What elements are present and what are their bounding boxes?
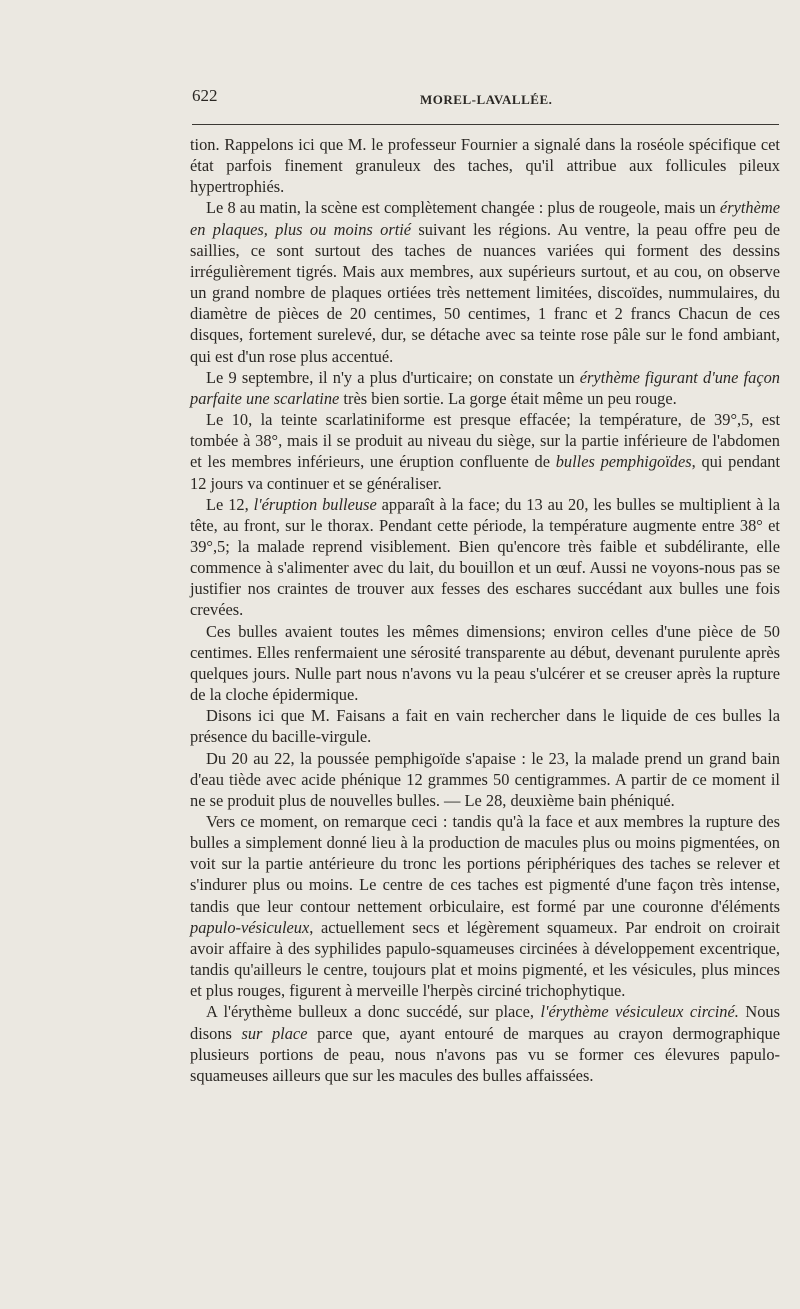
text-run: Le 10, la teinte scarlatiniforme est presque effacée; la température, de 39°,5, est tombée à 38°, mais il se produit au niveau du siège, sur la partie inférieure de l'abdomen et les membres inférieurs, une éruption confluente de	[190, 410, 780, 472]
paragraph	[190, 197, 780, 366]
text-run: , actuellement secs et légèrement squameux. Par endroit on croirait avoir affaire à des syphilides papulo-squameuses circinées à développement excentrique, tandis qu'ailleurs le centre, toujours plat et moins pigmenté, et les vésicules, plus minces et plus rouges, figurent à merveille l'herpès circiné trichophytique.	[190, 917, 780, 1001]
text-run: , qui pendant 12 jours va continuer et se généraliser.	[190, 452, 781, 493]
text-run: Disons ici que M. Faisans a fait en vain rechercher dans le liquide de ces bulles la présence du bacille-virgule.	[190, 706, 780, 747]
paragraph	[190, 621, 780, 706]
text-run: Le 8 au matin, la scène est complètement changée : plus de rougeole, mais un	[206, 198, 720, 218]
page-header	[192, 86, 782, 112]
italic-run: érythème figurant d'une façon parfaite une scarlatine	[190, 367, 780, 408]
italic-run: l'éruption bulleuse	[253, 494, 377, 514]
text-run: Nous disons	[190, 1002, 780, 1043]
text-run: suivant les régions. Au ventre, la peau offre peu de saillies, ce sont surtout des taches de nuances variées qui forment des dessins irrégulièrement tigrés. Mais aux membres, aux supérieurs surtout, et au cou, on observe un grand nombre de plaques ortiées très nettement limitées, discoïdes, nummulaires, du diamètre de pièces de 20 centimes, 50 centimes, 1 franc et 2 francs Chacun de ces disques, fortement surelevé, dur, se détache avec sa teinte rose pâle sur le fond ambiant, qui est d'un rose plus accentué.	[190, 219, 780, 366]
paragraph	[190, 494, 780, 621]
text-run: Le 9 septembre, il n'y a plus d'urticaire; on constate un	[206, 367, 580, 387]
paragraph	[190, 705, 780, 747]
paragraph	[190, 748, 780, 811]
text-run: Du 20 au 22, la poussée pemphigoïde s'apaise : le 23, la malade prend un grand bain d'eau tiède avec acide phénique 12 grammes 50 centigrammes. A partir de ce moment il ne se produit plus de nouvelles bulles. — Le 28, deuxième bain phéniqué.	[190, 748, 780, 810]
italic-run: papulo-vésiculeux	[190, 917, 310, 937]
text-run: parce que, ayant entouré de marques au crayon dermographique plusieurs portions de peau, nous n'avons pas vu se former ces élevures papulo-squameuses ailleurs que sur les macules des bulles affaissées.	[190, 1023, 780, 1085]
italic-run: sur place	[241, 1023, 308, 1043]
text-run: tion. Rappelons ici que M. le professeur Fournier a signalé dans la roséole spécifique cet état parfois finement granuleux des taches, qu'il attribue aux follicules pileux hypertrophiés.	[190, 135, 780, 197]
italic-run: érythème en plaques, plus ou moins ortié	[190, 198, 780, 239]
italic-run: l'érythème vésiculeux circiné.	[540, 1002, 739, 1022]
text-run: apparaît à la face; du 13 au 20, les bulles se multiplient à la tête, au front, sur le thorax. Pendant cette période, la température augmente entre 38° et 39°,5; la malade reprend visiblement. Bien qu'encore très faible et subdélirante, elle commence à s'alimenter avec du lait, du bouillon et un œuf. Aussi ne voyons-nous pas se justifier nos craintes de trouver aux fesses des eschares succédant aux bulles une fois crevées.	[190, 494, 780, 620]
text-run: Le 12,	[206, 494, 254, 514]
running-head: MOREL-LAVALLÉE.	[420, 92, 553, 107]
paragraph	[190, 1001, 780, 1086]
text-run: A l'érythème bulleux a donc succédé, sur place,	[206, 1002, 541, 1022]
text-run: Ces bulles avaient toutes les mêmes dimensions; environ celles d'une pièce de 50 centimes. Elles renfermaient une sérosité transparente au début, devenant purulente après quelques jours. Nulle part nous n'avons vu la peau s'ulcérer et se creuser après la rupture de la cloche épidermique.	[190, 621, 780, 705]
paragraph	[190, 367, 780, 409]
text-run: Vers ce moment, on remarque ceci : tandis qu'à la face et aux membres la rupture des bulles a simplement donné lieu à la production de macules plus ou moins pigmentées, on voit sur la partie antérieure du tronc les portions périphériques des taches se relever et s'indurer plus ou moins. Le centre de ces taches est pigmenté d'une façon très intense, tandis que leur contour nettement orbiculaire, est formé par une couronne d'éléments	[190, 812, 780, 916]
paragraph	[190, 134, 780, 197]
body-text	[190, 134, 780, 1086]
italic-run: bulles pemphigoïdes	[555, 452, 692, 472]
text-run: très bien sortie. La gorge était même un peu rouge.	[339, 388, 677, 408]
paragraph	[190, 409, 780, 494]
page-number: 622	[192, 86, 218, 105]
paragraph	[190, 811, 780, 1001]
header-rule	[192, 124, 779, 125]
